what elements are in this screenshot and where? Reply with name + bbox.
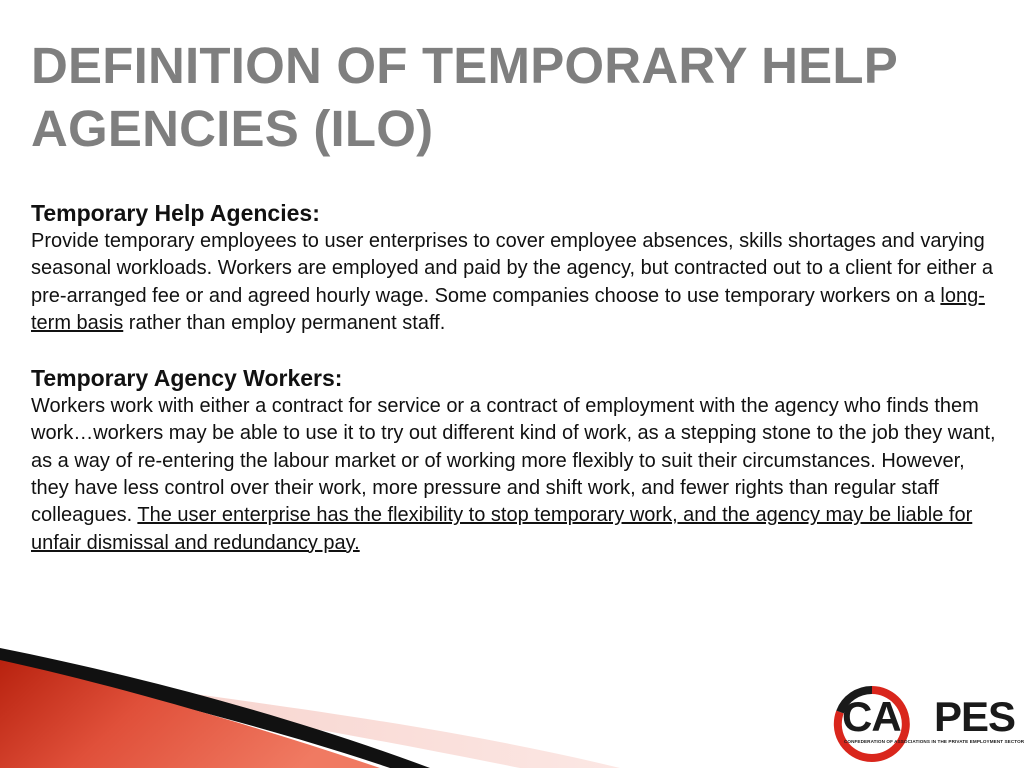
paragraph-workers-text-1: Workers work with either a contract for service or a contract of employment with the agency who finds them work…workers may be able to use it to try out different kind of work, as a stepping stone to the job they want, as a way of re-entering the labour market or of working more flexibly to suit their circumstances. However, they have less control over their work, more pressure and shift work, and fewer rights than regular staff colleagues. bbox=[31, 395, 996, 527]
section-spacer bbox=[31, 337, 996, 364]
slide-title bbox=[31, 34, 1006, 160]
swoosh-pink-band bbox=[130, 688, 620, 768]
section-temporary-agency-workers bbox=[31, 364, 996, 557]
swoosh-red-band bbox=[0, 660, 380, 768]
underlined-user-enterprise-flexibility: The user enterprise has the flexibility to stop temporary work, and the agency may be liable for unfair dismissal and redundancy pay. bbox=[31, 504, 973, 554]
section-heading-agencies: Temporary Help Agencies: bbox=[31, 200, 320, 226]
section-temporary-help-agencies bbox=[31, 199, 996, 337]
slide-body bbox=[31, 199, 996, 557]
paragraph-agencies-text-2: rather than employ permanent staff. bbox=[123, 311, 446, 334]
logo-text-pes: PES bbox=[934, 693, 1016, 740]
underlined-long-term-basis: long-term basis bbox=[31, 284, 985, 334]
logo-subtitle: CONFEDERATION OF ASSOCIATIONS IN THE PRIVATE EMPLOYMENT SECTOR bbox=[844, 739, 1024, 744]
section-heading-workers: Temporary Agency Workers: bbox=[31, 365, 343, 392]
paragraph-workers bbox=[31, 393, 996, 557]
paragraph-agencies-text-1: Provide temporary employees to user enterprises to cover employee absences, skills shortages and varying seasonal workloads. Workers are employed and paid by the agency, but contracted out to a client for either a pre-arranged fee or and agreed hourly wage. Some companies choose to use temporary workers on a bbox=[31, 230, 994, 307]
logo-text-ca: CA bbox=[842, 693, 901, 740]
swoosh-dark-band bbox=[0, 648, 430, 768]
capes-logo bbox=[832, 684, 1024, 764]
title-line-2: AGENCIES (ILO) bbox=[31, 100, 434, 157]
title-line-1: DEFINITION OF TEMPORARY HELP bbox=[31, 37, 898, 94]
paragraph-agencies bbox=[31, 228, 996, 337]
